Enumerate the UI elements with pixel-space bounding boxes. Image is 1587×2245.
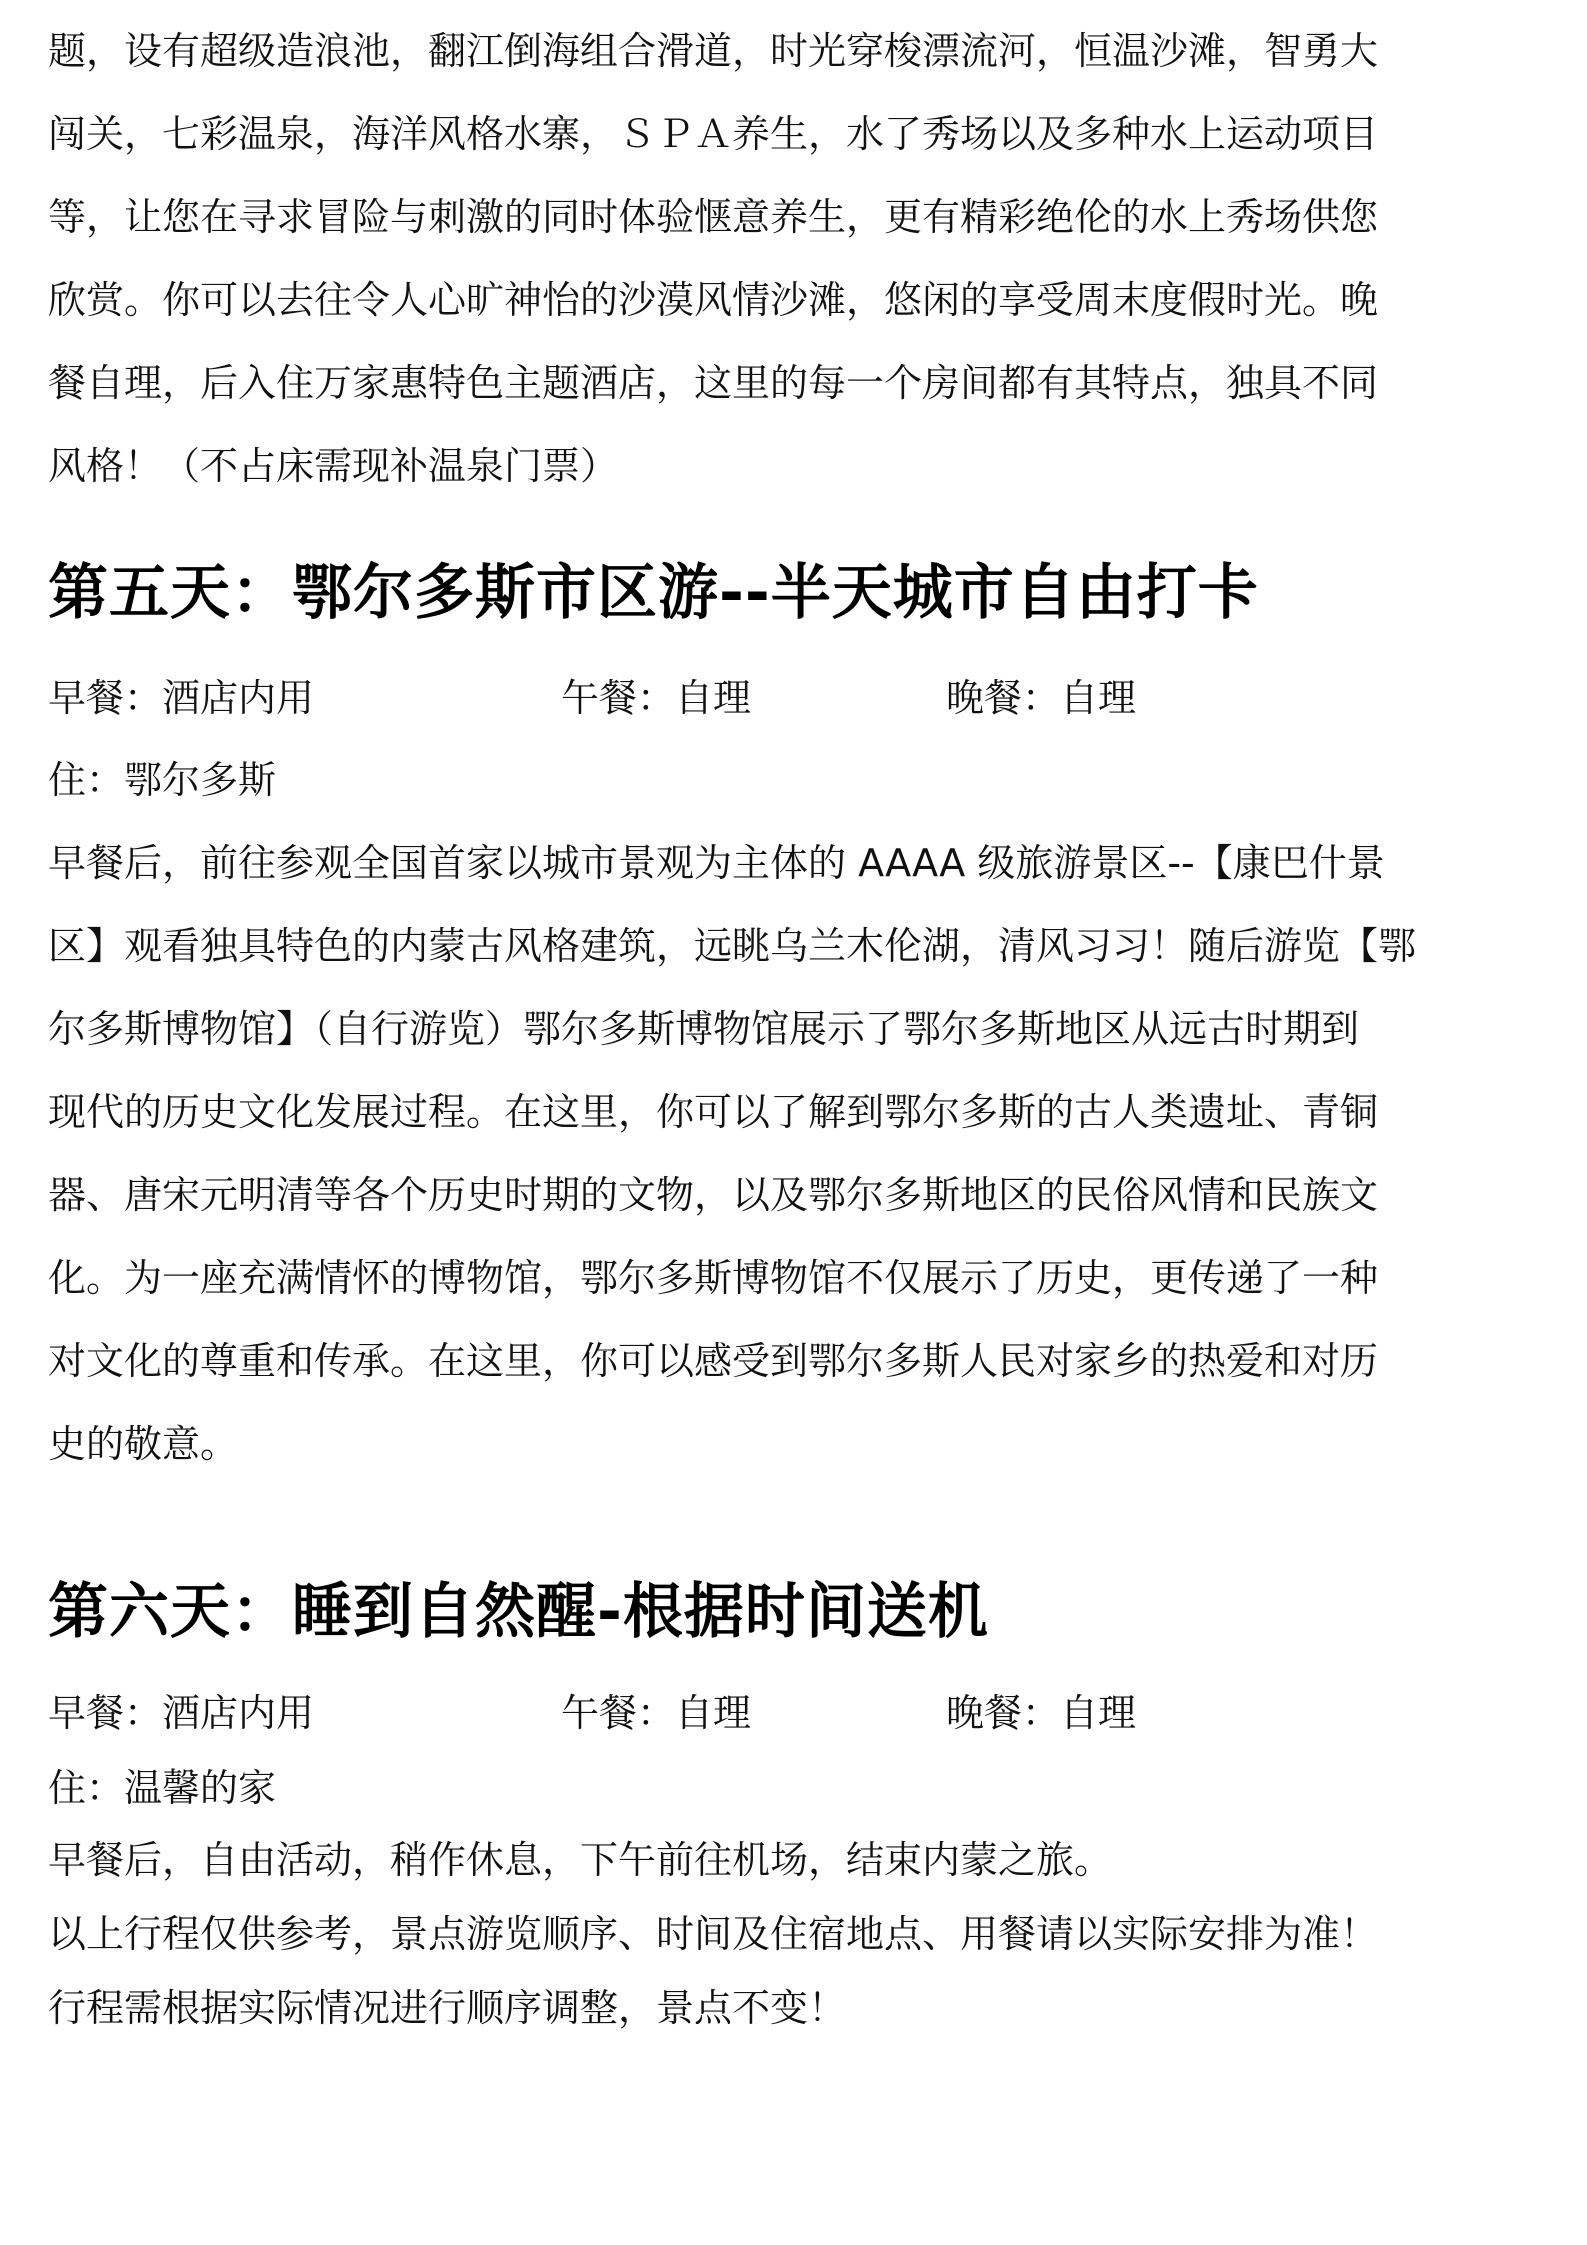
day6-title: 第六天：睡到自然醒-根据时间送机 — [48, 1577, 989, 1647]
day5-title: 第五天：鄂尔多斯市区游--半天城市自由打卡 — [48, 558, 1259, 628]
day5-description — [48, 822, 1543, 1486]
day5-stay — [48, 740, 276, 820]
text-line: 化。为一座充满情怀的博物馆，鄂尔多斯博物馆不仅展示了历史，更传递了一种 — [48, 1256, 1379, 1300]
breakfast-label: 早餐：酒店内用 — [48, 676, 315, 720]
day4-description — [48, 10, 1543, 508]
text-line: 尔多斯博物馆】（自行游览）鄂尔多斯博物馆展示了鄂尔多斯地区从远古时期到 — [48, 1007, 1360, 1051]
text-line: 对文化的尊重和传承。在这里，你可以感受到鄂尔多斯人民对家乡的热爱和对历 — [48, 1339, 1379, 1383]
day6-stay — [48, 1748, 276, 1828]
text-line: 闯关，七彩温泉，海洋风格水寨，ＳＰＡ养生，水了秀场以及多种水上运动项目 — [48, 112, 1379, 156]
day5-meals — [48, 658, 1543, 738]
text-line: 以上行程仅供参考，景点游览顺序、时间及住宿地点、用餐请以实际安排为准！ — [48, 1912, 1379, 1956]
text-line: 区】观看独具特色的内蒙古风格建筑，远眺乌兰木伦湖，清风习习！随后游览【鄂 — [48, 924, 1417, 968]
dinner-label: 晚餐：自理 — [946, 1691, 1137, 1735]
day5-section — [48, 553, 1543, 633]
text-line: 器、唐宋元明清等各个历史时期的文物，以及鄂尔多斯地区的民俗风情和民族文 — [48, 1173, 1379, 1217]
text-line: 餐自理，后入住万家惠特色主题酒店，这里的每一个房间都有其特点，独具不同 — [48, 361, 1379, 405]
breakfast-label: 早餐：酒店内用 — [48, 1691, 315, 1735]
text-line: 欣赏。你可以去往令人心旷神怡的沙漠风情沙滩，悠闲的享受周末度假时光。晚 — [48, 278, 1379, 322]
text-line: 史的敬意。 — [48, 1422, 239, 1466]
text-line: 风格！（不占床需现补温泉门票） — [48, 444, 619, 488]
stay-label: 住：鄂尔多斯 — [48, 758, 277, 802]
text-line: 早餐后，前往参观全国首家以城市景观为主体的 AAAA 级旅游景区--【康巴什景 — [48, 841, 1385, 885]
text-line: 现代的历史文化发展过程。在这里，你可以了解到鄂尔多斯的古人类遗址、青铜 — [48, 1090, 1379, 1134]
day6-section — [48, 1572, 1543, 1652]
text-line: 早餐后，自由活动，稍作休息，下午前往机场，结束内蒙之旅。 — [48, 1838, 1113, 1882]
dinner-label: 晚餐：自理 — [946, 676, 1137, 720]
day6-meals — [48, 1673, 1543, 1753]
lunch-label: 午餐：自理 — [561, 676, 752, 720]
text-line: 行程需根据实际情况进行顺序调整，景点不变！ — [48, 1986, 847, 2030]
lunch-label: 午餐：自理 — [561, 1691, 752, 1735]
text-line: 题，设有超级造浪池，翻江倒海组合滑道，时光穿梭漂流河，恒温沙滩，智勇大 — [48, 29, 1379, 73]
day6-description — [48, 1823, 1543, 2045]
stay-label: 住：温馨的家 — [48, 1766, 277, 1810]
text-line: 等，让您在寻求冒险与刺激的同时体验惬意养生，更有精彩绝伦的水上秀场供您 — [48, 195, 1379, 239]
